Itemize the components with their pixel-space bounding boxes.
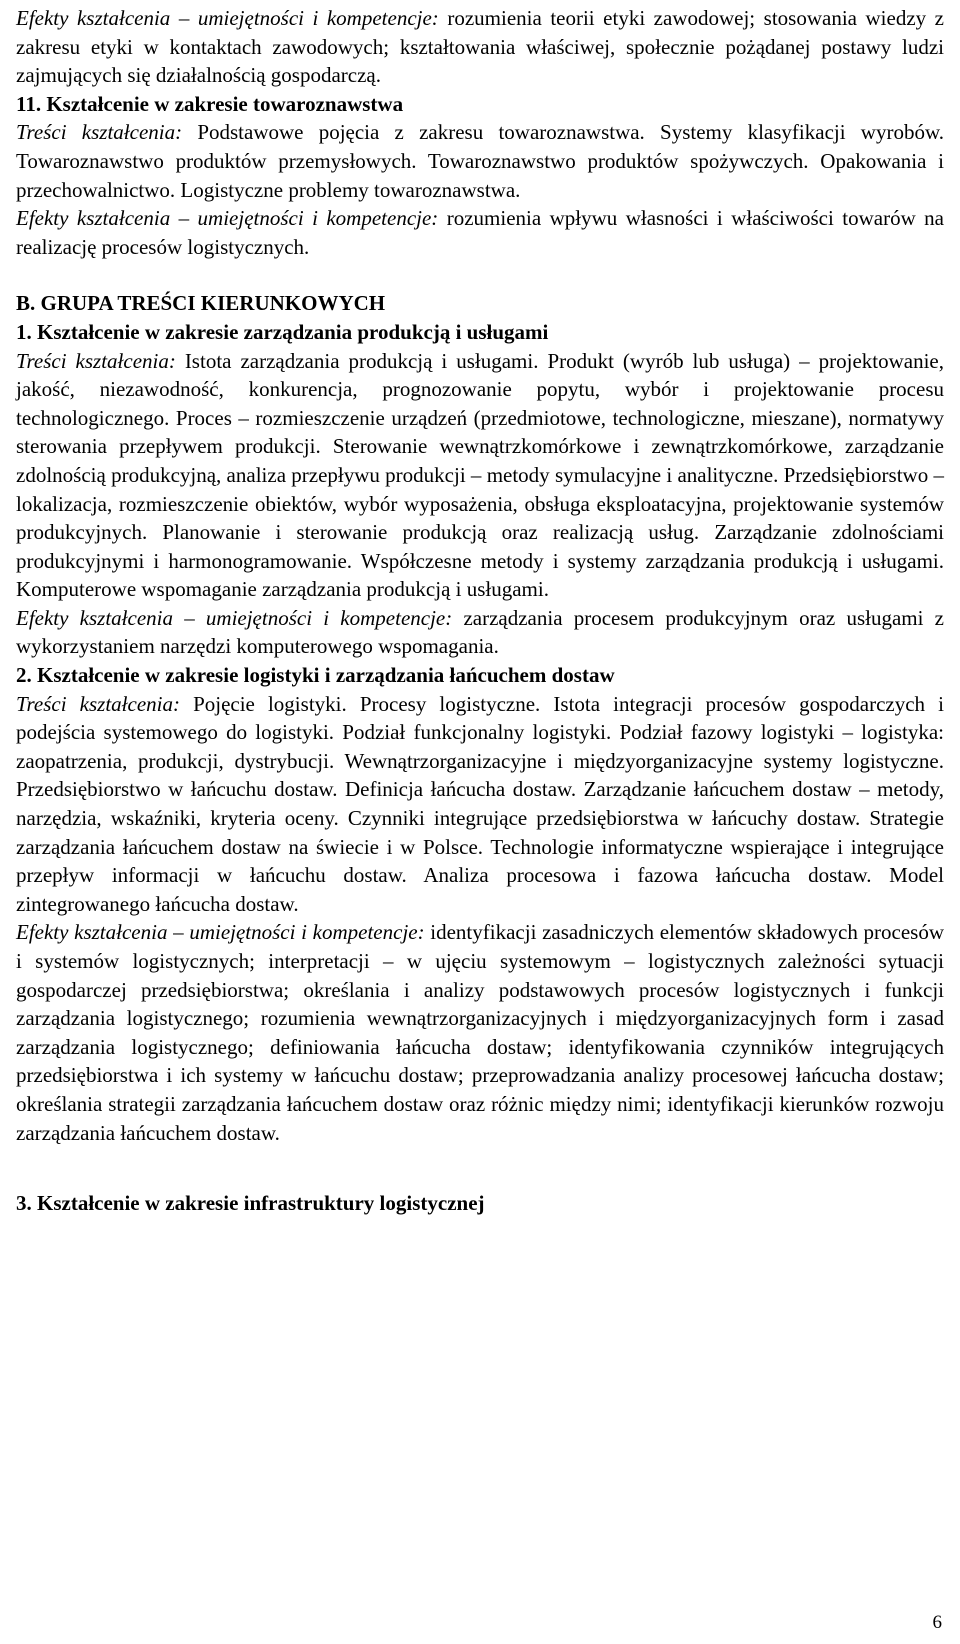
document-page — [16, 4, 944, 1218]
content-paragraph-1 — [16, 347, 944, 604]
content-label: Treści kształcenia: — [16, 691, 180, 716]
effects-paragraph-1 — [16, 604, 944, 661]
effects-text: zarządzania procesem produkcyjnym oraz usługami z wykorzystaniem narzędzi komputerowego wspomagania. — [16, 605, 944, 659]
spacer — [16, 1147, 944, 1189]
section-heading-11: 11. Kształcenie w zakresie towaroznawstwa — [16, 91, 404, 116]
effects-label: Efekty kształcenia – umiejętności i kompetencje: — [16, 605, 453, 630]
content-text: Istota zarządzania produkcją i usługami. Produkt (wyrób lub usługa) – projektowanie, jakość, niezawodność, konkurencja, prognozowanie popytu, wybór i projektowanie procesu technologicznego. Proces – rozmieszczenie urządzeń (przedmiotowe, technologiczne, mieszane), normatywy sterowania przepływem produkcji. Sterowanie wewnątrzkomórkowe i zewnątrzkomórkowe, zarządzanie zdolnością produkcyjną, analiza przepływu produkcji – metody symulacyjne i analityczne. Przedsiębiorstwo – lokalizacja, rozmieszczenie obiektów, wybór wyposażenia, obsługa eksploatacyjna, projektowanie systemów produkcyjnych. Planowanie i sterowanie produkcją oraz realizacją usług. Zarządzanie zdolnościami produkcyjnymi i harmonogramowanie. Współczesne metody i systemy zarządzania produkcją i usługami. Komputerowe wspomaganie zarządzania produkcją i usługami. — [16, 348, 944, 602]
content-label: Treści kształcenia: — [16, 120, 183, 145]
effects-paragraph-ethics — [16, 4, 944, 90]
section-heading-2: 2. Kształcenie w zakresie logistyki i zarządzania łańcuchem dostaw — [16, 663, 615, 688]
effects-label: Efekty kształcenia – umiejętności i kompetencje: — [16, 920, 425, 945]
content-label: Treści kształcenia: — [16, 348, 176, 373]
content-paragraph-2 — [16, 690, 944, 919]
content-paragraph-11 — [16, 118, 944, 204]
spacer — [16, 261, 944, 289]
effects-paragraph-2 — [16, 918, 944, 1147]
effects-paragraph-11 — [16, 204, 944, 261]
content-text: Podstawowe pojęcia z zakresu towaroznawstwa. Systemy klasyfikacji wyrobów. Towaroznawstwo produktów przemysłowych. Towaroznawstwo produktów spożywczych. Opakowania i przechowalnictwo. Logistyczne problemy towaroznawstwa. — [16, 120, 944, 202]
effects-label: Efekty kształcenia – umiejętności i kompetencje: — [16, 6, 439, 30]
effects-text: rozumienia teorii etyki zawodowej; stosowania wiedzy z zakresu etyki w kontaktach zawodowych; kształtowania właściwej, społecznie pożądanej postawy ludzi zajmujących się działalnością gospodarczą. — [16, 6, 944, 88]
section-heading-3: 3. Kształcenie w zakresie infrastruktury logistycznej — [16, 1191, 485, 1216]
section-heading-1: 1. Kształcenie w zakresie zarządzania produkcją i usługami — [16, 319, 549, 344]
page-number: 6 — [932, 1612, 942, 1633]
group-heading-b: B. GRUPA TREŚCI KIERUNKOWYCH — [16, 291, 386, 316]
effects-label: Efekty kształcenia – umiejętności i kompetencje: — [16, 206, 439, 231]
effects-text: identyfikacji zasadniczych elementów składowych procesów i systemów logistycznych; interpretacji – w ujęciu systemowym – logistycznych zależności sytuacji gospodarczej przedsiębiorstwa; określania i analizy podstawowych procesów logistycznych i funkcji zarządzania logistycznego; rozumienia wewnątrzorganizacyjnych i międzyorganizacyjnych form i zasad zarządzania logistycznego; definiowania łańcucha dostaw; identyfikowania czynników integrujących przedsiębiorstwa i ich systemy w łańcuchu dostaw; przeprowadzania analizy procesowej łańcucha dostaw; określania strategii zarządzania łańcuchem dostaw oraz różnic między nimi; identyfikacji kierunków rozwoju zarządzania łańcuchem dostaw. — [16, 920, 944, 1145]
effects-text: rozumienia wpływu własności i właściwości towarów na realizację procesów logistycznych. — [16, 206, 944, 259]
content-text: Pojęcie logistyki. Procesy logistyczne. Istota integracji procesów gospodarczych i podejścia systemowego do logistyki. Podział funkcjonalny logistyki. Podział fazowy logistyki – logistyka: zaopatrzenia, produkcji, dystrybucji. Wewnątrzorganizacyjne i międzyorganizacyjne systemy logistyczne. Przedsiębiorstwo w łańcuchu dostaw. Definicja łańcucha dostaw. Zarządzanie łańcuchem dostaw – metody, narzędzia, wskaźniki, kryteria oceny. Czynniki integrujące przedsiębiorstwa w łańcuchy dostaw. Strategie zarządzania łańcuchem dostaw na świecie i w Polsce. Technologie informatyczne wspierające i integrujące przepływ informacji w łańcuchu dostaw. Analiza procesowa i fazowa łańcucha dostaw. Model zintegrowanego łańcucha dostaw. — [16, 691, 944, 916]
